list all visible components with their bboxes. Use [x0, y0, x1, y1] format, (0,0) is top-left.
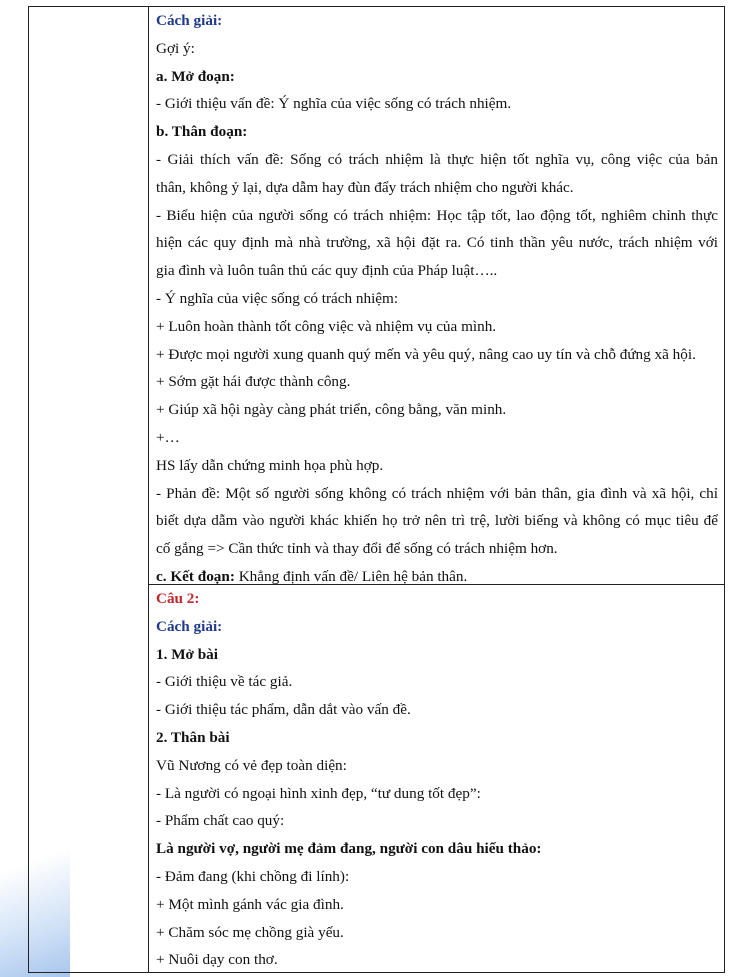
question-1-line: b. Thân đoạn: [156, 123, 248, 141]
question-2-line: - Giới thiệu về tác giả. [156, 673, 293, 691]
question-1-line: + Luôn hoàn thành tốt công việc và nhiệm vụ của mình. [156, 317, 497, 335]
answer-cell-question-2 [149, 585, 724, 972]
question-2-line: - Giới thiệu tác phẩm, dẫn dắt vào vấn đề. [156, 701, 411, 719]
question-2-lines [156, 585, 718, 974]
question-1-line: + Sớm gặt hái được thành công. [156, 373, 351, 391]
conclusion-text: Khẳng định vấn đề/ Liên hệ bản thân. [234, 567, 468, 585]
question-1-line: HS lấy dẫn chứng minh họa phù hợp. [156, 456, 384, 474]
question-2-line: Cách giải: [156, 617, 223, 635]
question-1-line: Gợi ý: [156, 39, 195, 57]
conclusion-label: c. Kết đoạn: [156, 567, 235, 585]
answer-cell-question-1 [149, 7, 724, 585]
question-1-line: - Giải thích vấn đề: Sống có trách nhiệm là thực hiện tốt nghĩa vụ, công việc của bản [156, 150, 718, 168]
question-2-line: - Phẩm chất cao quý: [156, 812, 285, 830]
question-2-line: Câu 2: [156, 590, 200, 607]
question-1-line: + Được mọi người xung quanh quý mến và yêu quý, nâng cao uy tín và chỗ đứng xã hội. [156, 345, 696, 363]
question-1-line: cố gắng => Cần thức tỉnh và thay đổi để sống có trách nhiệm hơn. [156, 540, 558, 558]
question-1-line: biết dựa dẫm vào người khác khiến họ trở nên trì trệ, lười biếng và không có mục tiêu để [156, 512, 718, 530]
question-1-line: - Ý nghĩa của việc sống có trách nhiệm: [156, 289, 399, 307]
question-2-line: + Chăm sóc mẹ chồng già yếu. [156, 923, 344, 941]
question-1-line: thân, không ỷ lại, dựa dẫm hay đùn đẩy trách nhiệm cho người khác. [156, 178, 574, 196]
question-2-line: - Đảm đang (khi chồng đi lính): [156, 867, 350, 885]
question-1-line: a. Mở đoạn: [156, 67, 235, 85]
question-2-line: + Nuôi dạy con thơ. [156, 951, 278, 969]
question-2-line: Là người vợ, người mẹ đảm đang, người con dâu hiếu thảo: [156, 840, 542, 858]
question-2-line: + Một mình gánh vác gia đình. [156, 895, 344, 913]
answer-table [28, 6, 725, 973]
question-2-line: 2. Thân bài [156, 728, 230, 746]
question-1-line: - Phản đề: Một số người sống không có trách nhiệm với bản thân, gia đình và xã hội, chỉ [156, 484, 718, 502]
question-1-lines [156, 7, 718, 563]
question-1-line: gia đình và luôn tuân thủ các quy định của Pháp luật….. [156, 262, 498, 280]
question-1-line: hiện các quy định mà nhà trường, xã hội đặt ra. Có tinh thần yêu nước, trách nhiệm với [156, 234, 718, 252]
question-1-line: + Giúp xã hội ngày càng phát triển, công bằng, văn minh. [156, 401, 507, 419]
question-1-line: Cách giải: [156, 12, 223, 29]
question-2-line: 1. Mở bài [156, 645, 218, 663]
question-1-line: - Biểu hiện của người sống có trách nhiệm: Học tập tốt, lao động tốt, nghiêm chỉnh thực [156, 206, 718, 224]
question-2-line: Vũ Nương có vẻ đẹp toàn diện: [156, 756, 347, 774]
table-left-column [29, 7, 149, 972]
question-1-line: +… [156, 428, 180, 446]
question-1-line: - Giới thiệu vấn đề: Ý nghĩa của việc sống có trách nhiệm. [156, 95, 512, 113]
question-2-line: - Là người có ngoại hình xinh đẹp, “tư dung tốt đẹp”: [156, 784, 481, 802]
